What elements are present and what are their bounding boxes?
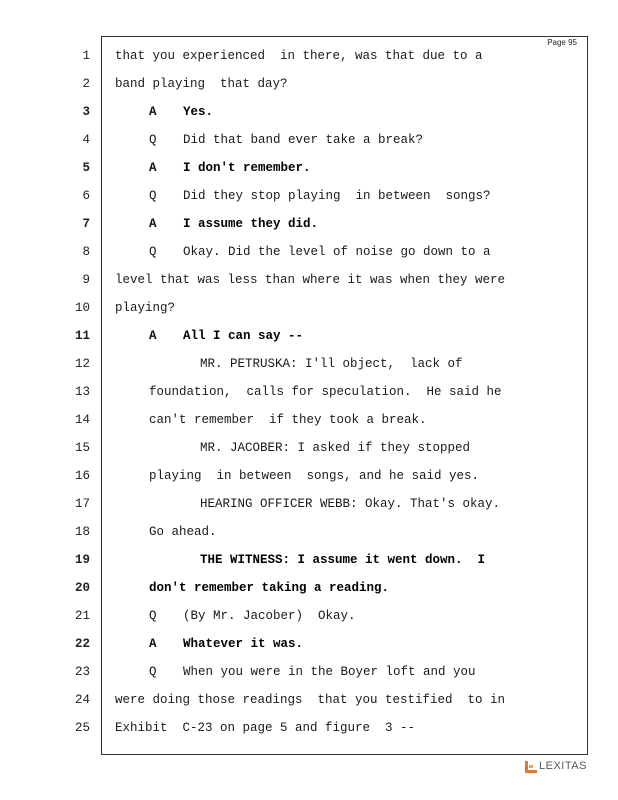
line-number: 6 (82, 189, 90, 203)
question-marker: Q (149, 133, 157, 147)
transcript-line (0, 411, 618, 439)
question-marker: Q (149, 189, 157, 203)
transcript-line (0, 355, 618, 383)
logo-text: LEXITAS (539, 760, 587, 772)
line-text: Exhibit C-23 on page 5 and figure 3 -- (115, 721, 416, 735)
line-text: Go ahead. (149, 525, 217, 539)
line-text: Did they stop playing in between songs? (183, 189, 491, 203)
answer-marker: A (149, 217, 157, 231)
line-number: 3 (82, 105, 90, 119)
line-text: Yes. (183, 105, 214, 119)
line-number: 17 (74, 497, 90, 511)
line-number: 11 (74, 329, 90, 343)
line-number: 23 (74, 665, 90, 679)
line-text: level that was less than where it was when they were (115, 273, 506, 287)
line-number: 18 (74, 525, 90, 539)
line-number: 16 (74, 469, 90, 483)
question-marker: Q (149, 665, 157, 679)
line-number: 25 (74, 721, 90, 735)
transcript-line (0, 299, 618, 327)
transcript-line (0, 495, 618, 523)
question-marker: Q (149, 609, 157, 623)
transcript-line (0, 691, 618, 719)
line-text: don't remember taking a reading. (149, 581, 390, 595)
answer-marker: A (149, 329, 157, 343)
transcript-line (0, 663, 618, 691)
transcript-line (0, 383, 618, 411)
transcript-line (0, 551, 618, 579)
transcript-line (0, 635, 618, 663)
line-text: All I can say -- (183, 329, 304, 343)
line-number: 22 (74, 637, 90, 651)
line-text: HEARING OFFICER WEBB: Okay. That's okay. (200, 497, 501, 511)
line-text: Whatever it was. (183, 637, 304, 651)
line-text: THE WITNESS: I assume it went down. I (200, 553, 486, 567)
line-text: MR. JACOBER: I asked if they stopped (200, 441, 471, 455)
line-number: 5 (82, 161, 90, 175)
line-text: Okay. Did the level of noise go down to a (183, 245, 491, 259)
line-text: band playing that day? (115, 77, 288, 91)
transcript-line (0, 187, 618, 215)
line-number: 10 (74, 301, 90, 315)
line-text: can't remember if they took a break. (149, 413, 427, 427)
line-number: 2 (82, 77, 90, 91)
line-number: 15 (74, 441, 90, 455)
lexitas-logo-icon (525, 759, 537, 773)
line-text: playing? (115, 301, 176, 315)
transcript-line (0, 215, 618, 243)
line-number: 24 (74, 693, 90, 707)
transcript-line (0, 327, 618, 355)
lexitas-logo (525, 757, 587, 775)
line-text: were doing those readings that you testified to in (115, 693, 506, 707)
line-number: 12 (74, 357, 90, 371)
transcript-line (0, 523, 618, 551)
transcript-line (0, 719, 618, 747)
line-number: 9 (82, 273, 90, 287)
transcript-line (0, 607, 618, 635)
transcript-line (0, 271, 618, 299)
question-marker: Q (149, 245, 157, 259)
line-text: I assume they did. (183, 217, 319, 231)
transcript-line (0, 159, 618, 187)
answer-marker: A (149, 637, 157, 651)
line-number: 1 (82, 49, 90, 63)
transcript-line (0, 439, 618, 467)
line-number: 7 (82, 217, 90, 231)
line-text: that you experienced in there, was that due to a (115, 49, 483, 63)
line-number: 8 (82, 245, 90, 259)
page-number: Page 95 (547, 38, 577, 47)
line-text: (By Mr. Jacober) Okay. (183, 609, 356, 623)
answer-marker: A (149, 161, 157, 175)
line-text: When you were in the Boyer loft and you (183, 665, 476, 679)
answer-marker: A (149, 105, 157, 119)
line-number: 19 (74, 553, 90, 567)
line-text: foundation, calls for speculation. He said he (149, 385, 502, 399)
line-text: Did that band ever take a break? (183, 133, 424, 147)
transcript-line (0, 243, 618, 271)
line-number: 14 (74, 413, 90, 427)
line-text: I don't remember. (183, 161, 311, 175)
line-text: MR. PETRUSKA: I'll object, lack of (200, 357, 463, 371)
line-number: 13 (74, 385, 90, 399)
transcript-line (0, 47, 618, 75)
line-number: 20 (74, 581, 90, 595)
line-number: 21 (74, 609, 90, 623)
transcript-line (0, 75, 618, 103)
line-text: playing in between songs, and he said yes. (149, 469, 480, 483)
transcript-line (0, 579, 618, 607)
line-number: 4 (82, 133, 90, 147)
transcript-line (0, 131, 618, 159)
transcript-line (0, 103, 618, 131)
transcript-line (0, 467, 618, 495)
